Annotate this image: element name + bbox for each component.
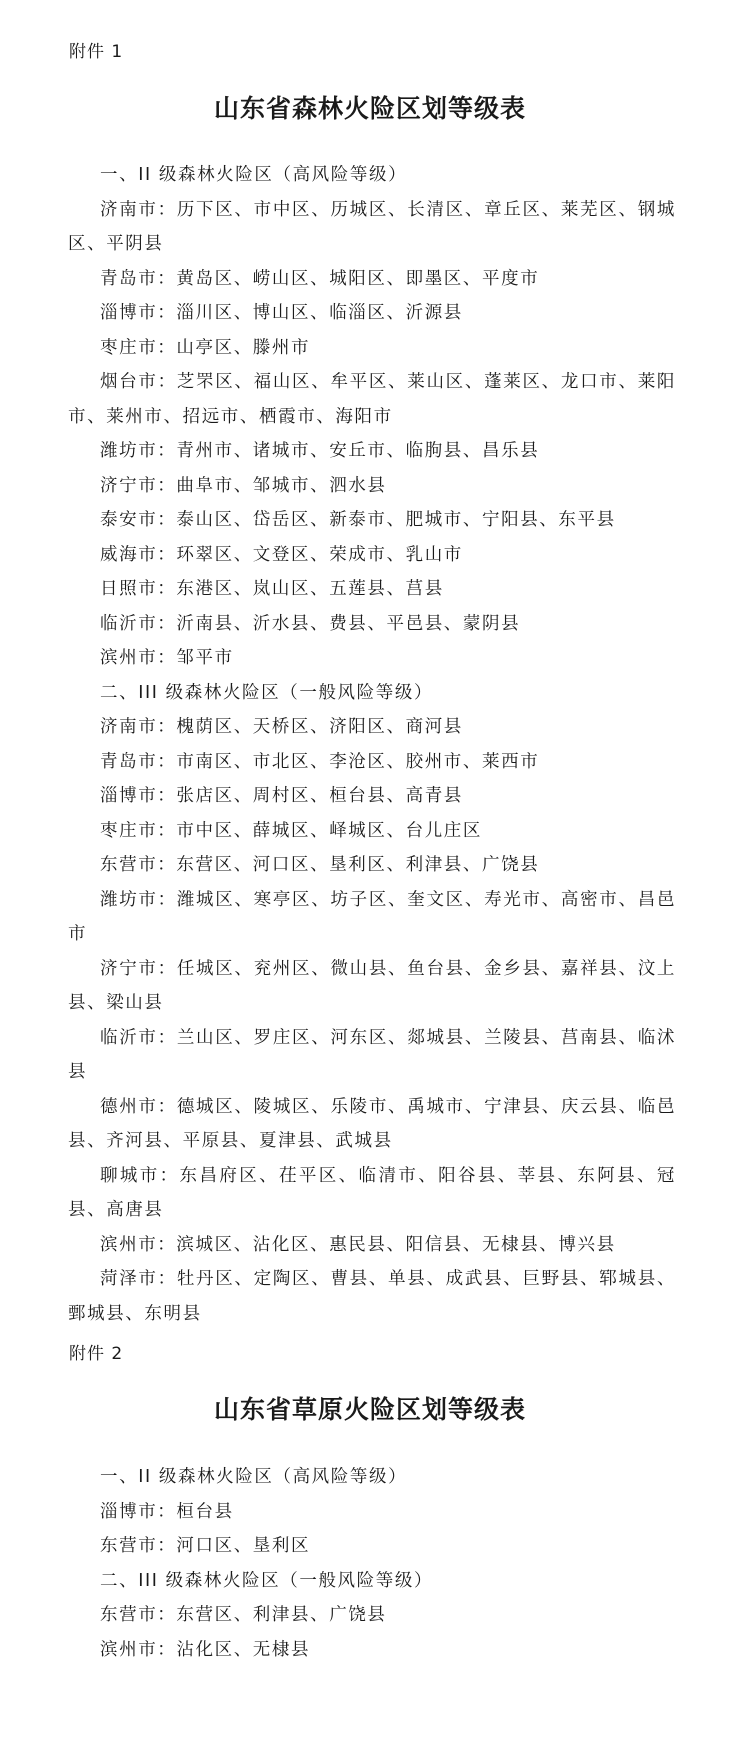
list-item: 临沂市：沂南县、沂水县、费县、平邑县、蒙阴县 [100, 613, 521, 634]
list-item: 威海市：环翠区、文登区、荣成市、乳山市 [100, 544, 463, 565]
attachment-1-label: 附件 1 [69, 42, 124, 62]
list-item: 济南市：历下区、市中区、历城区、长清区、章丘区、莱芜区、钢城区、平阴县 [68, 199, 676, 254]
list-item: 滨州市：邹平市 [100, 648, 234, 668]
list-item: 淄博市：淄川区、博山区、临淄区、沂源县 [100, 303, 463, 323]
list-item: 枣庄市：市中区、薛城区、峄城区、台儿庄区 [100, 820, 482, 841]
list-item: 淄博市：桓台县 [100, 1501, 234, 1522]
section-heading-level-2: 一、II 级森林火险区（高风险等级） [100, 165, 408, 185]
list-item: 济宁市：任城区、兖州区、微山县、鱼台县、金乡县、嘉祥县、汶上县、梁山县 [68, 958, 676, 1013]
grassland-fire-body [68, 1460, 676, 1667]
list-item: 日照市：东港区、岚山区、五莲县、莒县 [100, 579, 444, 599]
list-item: 济南市：槐荫区、天桥区、济阳区、商河县 [100, 717, 463, 737]
list-item: 淄博市：张店区、周村区、桓台县、高青县 [100, 786, 463, 806]
list-item: 潍坊市：青州市、诸城市、安丘市、临朐县、昌乐县 [100, 441, 540, 461]
forest-fire-table-title: 山东省森林火险区划等级表 [213, 94, 526, 123]
list-item: 东营市：东营区、河口区、垦利区、利津县、广饶县 [100, 855, 540, 875]
list-item: 滨州市：沾化区、无棣县 [100, 1639, 311, 1660]
list-item: 东营市：河口区、垦利区 [100, 1536, 311, 1556]
list-item: 青岛市：市南区、市北区、李沧区、胶州市、莱西市 [100, 751, 540, 772]
section-heading-level-3: 二、III 级森林火险区（一般风险等级） [100, 1570, 434, 1591]
list-item: 烟台市：芝罘区、福山区、牟平区、莱山区、蓬莱区、龙口市、莱阳市、莱州市、招远市、栖霞市、海阳市 [68, 372, 676, 427]
list-item: 东营市：东营区、利津县、广饶县 [100, 1605, 387, 1625]
list-item: 泰安市：泰山区、岱岳区、新泰市、肥城市、宁阳县、东平县 [100, 510, 616, 530]
section-heading-level-2: 一、II 级森林火险区（高风险等级） [100, 1467, 408, 1487]
list-item: 潍坊市：潍城区、寒亭区、坊子区、奎文区、寿光市、高密市、昌邑市 [68, 889, 676, 944]
list-item: 青岛市：黄岛区、崂山区、城阳区、即墨区、平度市 [100, 268, 540, 289]
forest-fire-body [68, 158, 676, 1331]
list-item: 临沂市：兰山区、罗庄区、河东区、郯城县、兰陵县、莒南县、临沭县 [68, 1027, 676, 1082]
section-heading-level-3: 二、III 级森林火险区（一般风险等级） [100, 682, 434, 703]
list-item: 滨州市：滨城区、沾化区、惠民县、阳信县、无棣县、博兴县 [100, 1234, 616, 1255]
grassland-fire-table-title: 山东省草原火险区划等级表 [213, 1395, 526, 1424]
attachment-2-label: 附件 2 [69, 1344, 124, 1364]
list-item: 德州市：德城区、陵城区、乐陵市、禹城市、宁津县、庆云县、临邑县、齐河县、平原县、夏津县、武城县 [68, 1096, 676, 1151]
list-item: 济宁市：曲阜市、邹城市、泗水县 [100, 475, 387, 496]
list-item: 枣庄市：山亭区、滕州市 [100, 337, 311, 358]
list-item: 菏泽市：牡丹区、定陶区、曹县、单县、成武县、巨野县、郓城县、鄄城县、东明县 [68, 1269, 676, 1324]
list-item: 聊城市：东昌府区、茌平区、临清市、阳谷县、莘县、东阿县、冠县、高唐县 [68, 1165, 676, 1220]
